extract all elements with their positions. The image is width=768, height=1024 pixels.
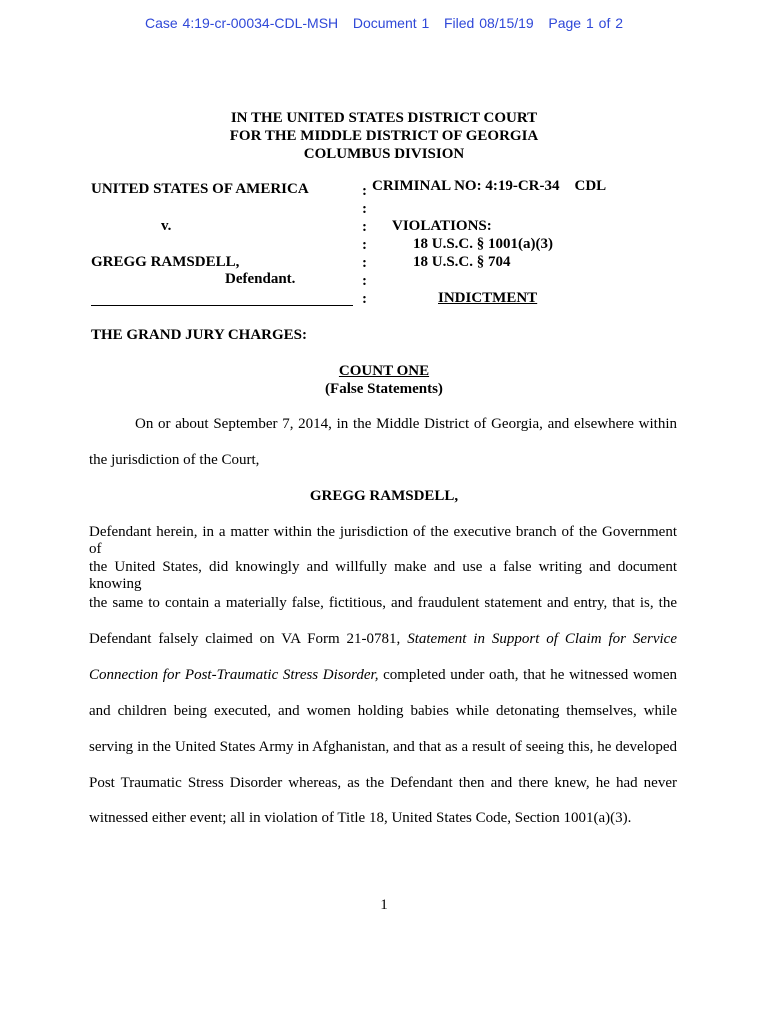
criminal-number [372, 178, 606, 195]
body-line-10: Post Traumatic Stress Disorder whereas, as the Defendant then and there knew, he had never [89, 775, 677, 791]
defendant-role: Defendant. [225, 271, 296, 287]
case-number: Case 4:19-cr-00034-CDL-MSH [144, 15, 339, 31]
violations-label: VIOLATIONS: [392, 218, 492, 234]
body-line-4: the United States, did knowingly and willfully make and use a false writing and document knowing [89, 559, 677, 592]
judge-initials: CDL [574, 178, 607, 194]
page-count: Page 1 of 2 [548, 15, 624, 31]
body-line-7-text: completed under oath, that he witnessed women [383, 667, 678, 683]
defendant-name-body: GREGG RAMSDELL, [309, 488, 459, 504]
caption-colon: : [362, 273, 367, 289]
count-title: COUNT ONE [338, 363, 430, 379]
body-line-8: and children being executed, and women holding babies while detonating themselves, while [89, 703, 677, 719]
violation-1: 18 U.S.C. § 1001(a)(3) [413, 236, 553, 252]
ecf-header [0, 15, 768, 31]
body-line-2: the jurisdiction of the Court, [89, 452, 260, 468]
indictment-title: INDICTMENT [438, 290, 538, 306]
caption-rule [91, 305, 353, 306]
caption-colon: : [362, 255, 367, 271]
caption-colon: : [362, 219, 367, 235]
document-number: Document 1 [352, 15, 430, 31]
filed-date: Filed 08/15/19 [443, 15, 534, 31]
body-line-11: witnessed either event; all in violation of Title 18, United States Code, Section 1001(a)(3). [89, 810, 632, 826]
body-line-9: serving in the United States Army in Afghanistan, and that as a result of seeing this, he developed [89, 739, 677, 755]
body-line-1: On or about September 7, 2014, in the Middle District of Georgia, and elsewhere within [135, 416, 677, 432]
court-heading-line3: COLUMBUS DIVISION [303, 146, 465, 162]
court-heading-line2: FOR THE MIDDLE DISTRICT OF GEORGIA [229, 128, 539, 144]
va-form-title-part2: Connection for Post-Traumatic Stress Disorder, [89, 667, 379, 683]
violation-2: 18 U.S.C. § 704 [413, 254, 511, 270]
body-line-3: Defendant herein, in a matter within the jurisdiction of the executive branch of the Government of [89, 524, 677, 557]
versus: v. [161, 218, 172, 234]
caption-colon: : [362, 201, 367, 217]
caption-colon: : [362, 183, 367, 199]
caption-colon: : [362, 291, 367, 307]
body-line-6 [89, 631, 677, 648]
court-heading-line1: IN THE UNITED STATES DISTRICT COURT [230, 110, 538, 126]
page-number: 1 [380, 897, 388, 913]
va-form-title-part1: Statement in Support of Claim for Service [407, 631, 678, 647]
grand-jury-charges: THE GRAND JURY CHARGES: [91, 327, 308, 343]
defendant-name: GREGG RAMSDELL, [91, 254, 240, 270]
body-line-6-text: Defendant falsely claimed on VA Form 21-0781, [89, 631, 401, 647]
criminal-number-value: CRIMINAL NO: 4:19-CR-34 [372, 178, 560, 194]
plaintiff: UNITED STATES OF AMERICA [91, 181, 309, 197]
body-line-5: the same to contain a materially false, fictitious, and fraudulent statement and entry, that is, the [89, 595, 677, 611]
caption-colon: : [362, 237, 367, 253]
count-subtitle: (False Statements) [325, 381, 443, 397]
body-line-7 [89, 667, 677, 684]
